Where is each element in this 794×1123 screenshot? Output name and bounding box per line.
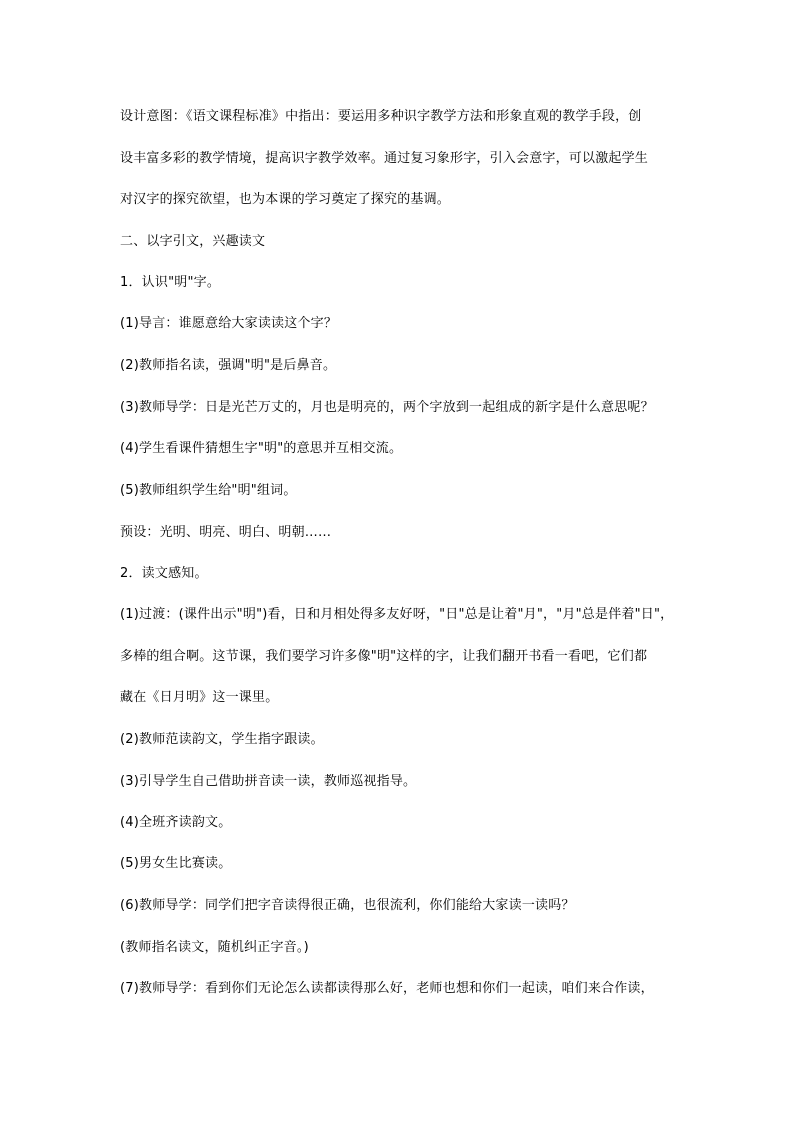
list-item: (3)教师导学：日是光芒万丈的，月也是明亮的，两个字放到一起组成的新字是什么意思呢？ xyxy=(120,400,654,415)
list-item: (3)引导学生自己借助拼音读一读，教师巡视指导。 xyxy=(120,774,417,789)
section-heading: 二、以字引文，兴趣读文 xyxy=(120,234,266,249)
subsection-heading: 1．认识"明"字。 xyxy=(120,275,221,290)
paragraph-line: 设丰富多彩的教学情境，提高识字教学效率。通过复习象形字，引入会意字，可以激起学生 xyxy=(120,151,649,166)
paragraph-line: 设计意图：《语文课程标准》中指出：要运用多种识字教学方法和形象直观的教学手段，创 xyxy=(120,109,642,124)
list-item: (2)教师范读韵文，学生指字跟读。 xyxy=(120,732,324,747)
paragraph-line: 多棒的组合啊。这节课，我们要学习许多像"明"这样的字，让我们翻开书看一看吧，它们都 xyxy=(120,649,648,664)
list-item: (1)过渡：(课件出示"明")看，日和月相处得多友好呀，"日"总是让着"月"，"月"总是伴着"日"， xyxy=(120,607,674,622)
list-item: (5)教师组织学生给"明"组词。 xyxy=(120,483,297,498)
list-item: (5)男女生比赛读。 xyxy=(120,856,232,871)
list-item: (1)导言：谁愿意给大家读读这个字？ xyxy=(120,316,338,331)
list-item: (4)学生看课件猜想生字"明"的意思并互相交流。 xyxy=(120,441,403,456)
subsection-heading: 2．读文感知。 xyxy=(120,566,208,581)
list-item: (4)全班齐读韵文。 xyxy=(120,815,232,830)
paragraph-line: 藏在《日月明》这一课里。 xyxy=(120,690,279,705)
list-item: (6)教师导学：同学们把字音读得很正确，也很流利，你们能给大家读一读吗？ xyxy=(120,898,575,913)
paragraph-line: 预设：光明、明亮、明白、明朝…… xyxy=(120,525,332,540)
list-item: (7)教师导学：看到你们无论怎么读都读得那么好，老师也想和你们一起读，咱们来合作读， xyxy=(120,981,654,996)
paragraph-line: 对汉字的探究欲望，也为本课的学习奠定了探究的基调。 xyxy=(120,192,451,207)
list-item: (2)教师指名读，强调"明"是后鼻音。 xyxy=(120,358,337,373)
paragraph-line: (教师指名读文，随机纠正字音。) xyxy=(120,940,309,955)
